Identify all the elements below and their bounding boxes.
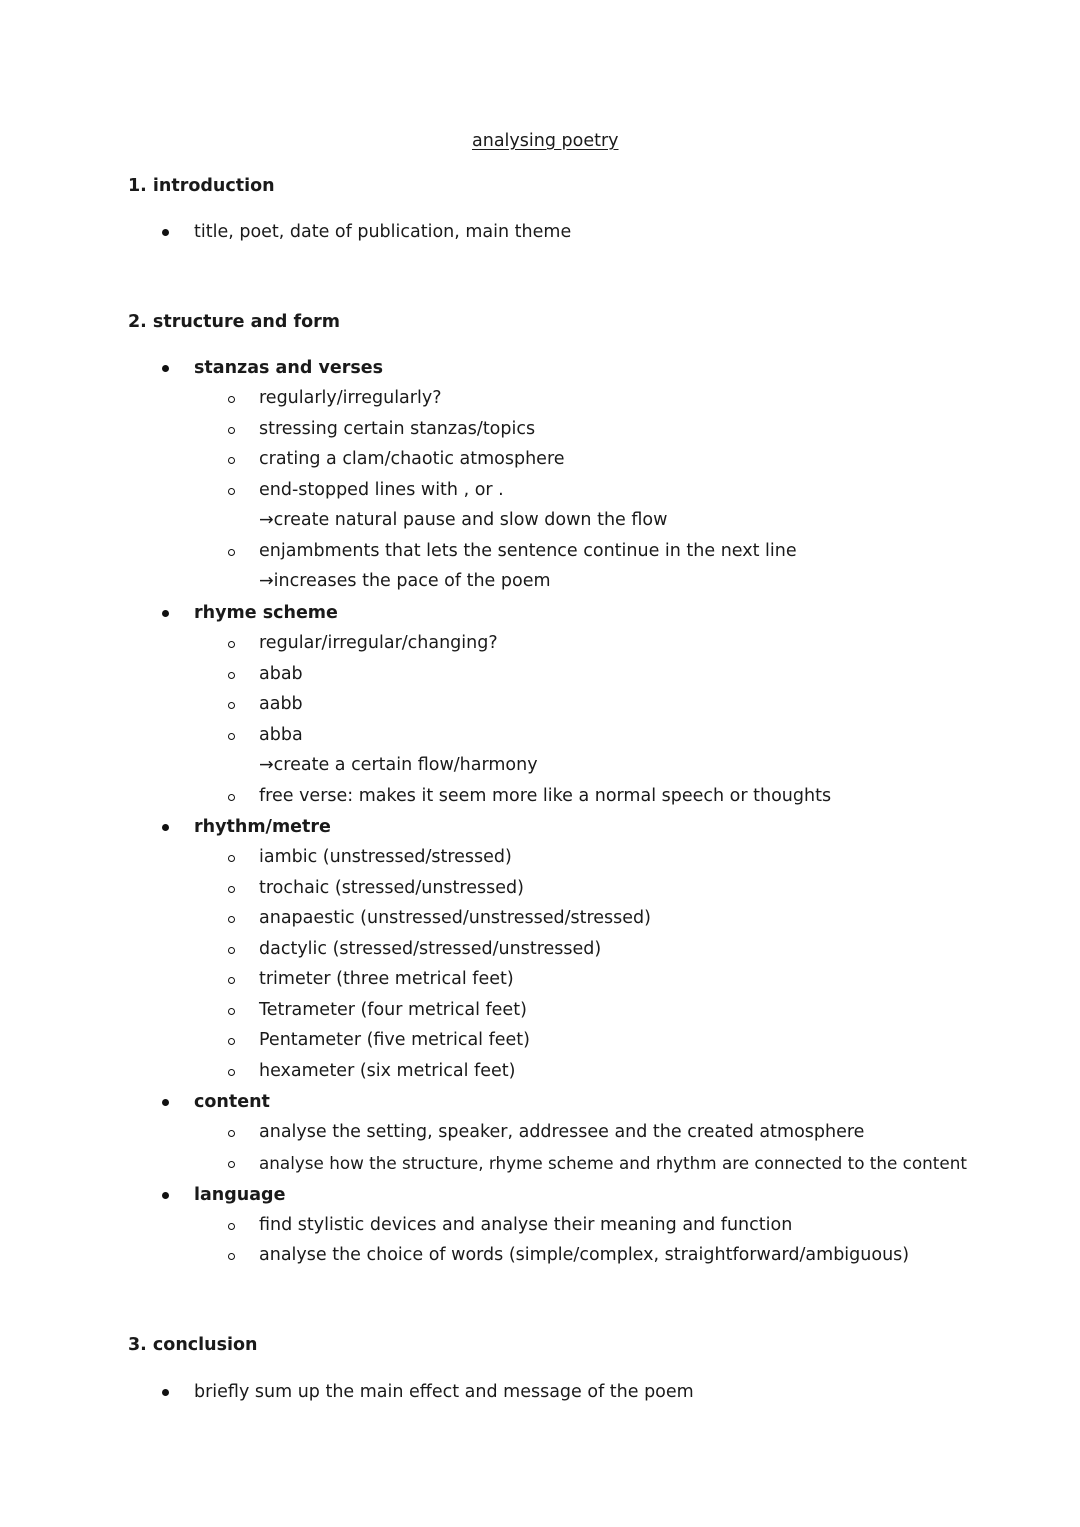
bullet-icon — [162, 229, 169, 236]
subheading-content: content — [194, 1092, 270, 1112]
circle-bullet-icon — [228, 488, 235, 495]
list-item: iambic (unstressed/stressed) — [259, 847, 512, 867]
circle-bullet-icon — [228, 1253, 235, 1260]
list-note: →create a certain flow/harmony — [259, 755, 538, 775]
circle-bullet-icon — [228, 1008, 235, 1015]
bullet-icon — [162, 824, 169, 831]
circle-bullet-icon — [228, 947, 235, 954]
circle-bullet-icon — [228, 702, 235, 709]
circle-bullet-icon — [228, 1130, 235, 1137]
circle-bullet-icon — [228, 794, 235, 801]
circle-bullet-icon — [228, 1223, 235, 1230]
circle-bullet-icon — [228, 549, 235, 556]
list-item: anapaestic (unstressed/unstressed/stressed) — [259, 908, 651, 928]
list-item: Tetrameter (four metrical feet) — [259, 1000, 527, 1020]
subheading-stanzas: stanzas and verses — [194, 358, 384, 378]
list-item: briefly sum up the main effect and message of the poem — [194, 1382, 694, 1402]
list-item: analyse the choice of words (simple/complex, straightforward/ambiguous) — [259, 1245, 910, 1265]
bullet-icon — [162, 610, 169, 617]
list-item: title, poet, date of publication, main theme — [194, 222, 572, 242]
circle-bullet-icon — [228, 396, 235, 403]
list-item: crating a clam/chaotic atmosphere — [259, 449, 565, 469]
list-item: analyse the setting, speaker, addressee and the created atmosphere — [259, 1122, 865, 1142]
list-note: →create natural pause and slow down the flow — [259, 510, 668, 530]
bullet-icon — [162, 1389, 169, 1396]
circle-bullet-icon — [228, 1038, 235, 1045]
bullet-icon — [162, 365, 169, 372]
list-item: analyse how the structure, rhyme scheme and rhythm are connected to the content — [259, 1153, 967, 1173]
list-item: trochaic (stressed/unstressed) — [259, 878, 524, 898]
circle-bullet-icon — [228, 641, 235, 648]
circle-bullet-icon — [228, 427, 235, 434]
circle-bullet-icon — [228, 1161, 235, 1168]
circle-bullet-icon — [228, 733, 235, 740]
circle-bullet-icon — [228, 977, 235, 984]
list-item: trimeter (three metrical feet) — [259, 969, 514, 989]
list-item: abab — [259, 664, 303, 684]
circle-bullet-icon — [228, 886, 235, 893]
subheading-rhyme-scheme: rhyme scheme — [194, 603, 338, 623]
list-item: enjambments that lets the sentence continue in the next line — [259, 541, 797, 561]
list-item: hexameter (six metrical feet) — [259, 1061, 516, 1081]
list-item: end-stopped lines with , or . — [259, 480, 504, 500]
circle-bullet-icon — [228, 855, 235, 862]
list-item: stressing certain stanzas/topics — [259, 419, 536, 439]
list-note: →increases the pace of the poem — [259, 571, 551, 591]
subheading-rhythm-metre: rhythm/metre — [194, 817, 331, 837]
list-item: dactylic (stressed/stressed/unstressed) — [259, 939, 602, 959]
list-item: free verse: makes it seem more like a normal speech or thoughts — [259, 786, 832, 806]
section-heading-introduction: 1. introduction — [128, 176, 275, 196]
section-heading-structure: 2. structure and form — [128, 312, 340, 332]
list-item: Pentameter (five metrical feet) — [259, 1030, 530, 1050]
list-item: regular/irregular/changing? — [259, 633, 498, 653]
list-item: aabb — [259, 694, 303, 714]
page-title: analysing poetry — [472, 131, 619, 151]
list-item: find stylistic devices and analyse their meaning and function — [259, 1215, 793, 1235]
list-item: abba — [259, 725, 303, 745]
bullet-icon — [162, 1099, 169, 1106]
subheading-language: language — [194, 1185, 286, 1205]
section-heading-conclusion: 3. conclusion — [128, 1335, 258, 1355]
circle-bullet-icon — [228, 916, 235, 923]
circle-bullet-icon — [228, 1069, 235, 1076]
list-item: regularly/irregularly? — [259, 388, 442, 408]
circle-bullet-icon — [228, 672, 235, 679]
bullet-icon — [162, 1192, 169, 1199]
circle-bullet-icon — [228, 457, 235, 464]
